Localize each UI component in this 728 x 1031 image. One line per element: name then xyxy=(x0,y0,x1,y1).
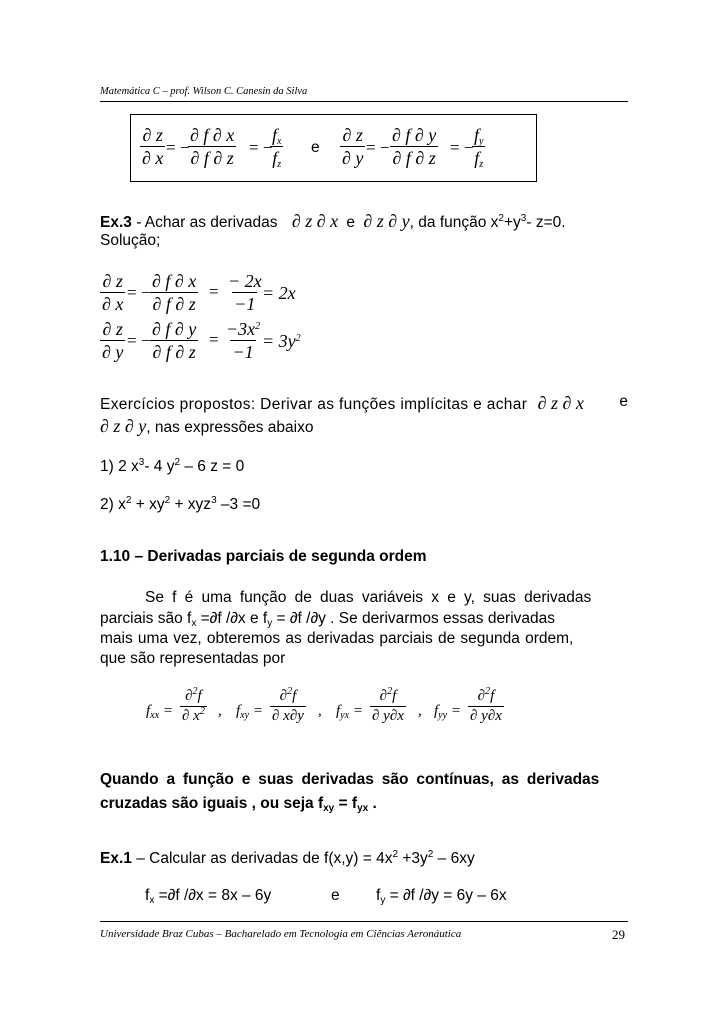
header-rule xyxy=(100,101,628,102)
page-footer: Universidade Braz Cubas – Bacharelado em Tecnologia em Ciências Aeronáutica xyxy=(100,928,462,940)
fxx-frac: $\frac{\partial^2f}{\partial x^2}$ xyxy=(182,686,205,724)
exercise-2: 2) $x^2 + xy^2 + xyz^3$ –3 =0 xyxy=(100,495,261,513)
fyy-label: $f_{yy}$ = xyxy=(434,703,461,721)
fxy-label: $f_{xy}$ = xyxy=(236,703,263,721)
box-eq1: = − xyxy=(166,138,190,157)
fxy-frac: $\frac{\partial^2f}{\partial x\partial y}$ xyxy=(272,686,304,724)
fyx-frac: $\frac{\partial^2f}{\partial y\partial x}$ xyxy=(372,686,404,724)
sol2-df-ratio: $\frac{\partial f \partial y}{\partial f \partial z}$ xyxy=(152,319,197,362)
sol1-values: $\frac{- 2x}{-1}$ xyxy=(228,271,262,314)
box-df-ratio-y: $\frac{\partial f \partial y}{\partial f \partial z}$ xyxy=(392,125,437,168)
box-dz-dx: $\frac{\partial z}{\partial x}$ xyxy=(142,125,164,168)
box-e: e xyxy=(311,139,320,156)
propostos-line2: ∂ z ∂ y, nas expressões abaixo xyxy=(100,416,314,436)
box-eq2: = − xyxy=(249,138,273,157)
ex1-e: e xyxy=(331,887,340,904)
sol1-result: = 2x xyxy=(262,283,296,303)
footer-rule xyxy=(100,921,628,922)
sol1-eq: = − xyxy=(127,283,151,302)
section-p2: parciais são $f_x =\partial f$ /∂x e $f_y = \partial f$ /∂y . Se derivarmos essas derivadas xyxy=(100,610,556,629)
solucao-label: Solução; xyxy=(100,232,161,249)
box-fy-fz: $\frac{f_y}{f_z}$ xyxy=(474,125,484,170)
sol1-eq2: = xyxy=(209,282,219,301)
sol2-values: $\frac{-3x^2}{-1}$ xyxy=(226,319,261,362)
ex1-statement: Ex.1 – Calcular as derivadas de $f(x,y) = 4x^2 +3y^2 - 6xy$ xyxy=(100,849,475,867)
propostos-line1: Exercícios propostos: Derivar as funções implícitas e achar ∂ z ∂ x e xyxy=(100,393,628,413)
comma-2: , xyxy=(318,703,322,719)
fyx-label: $f_{yx}$ = xyxy=(336,703,363,721)
exercise-1: 1) 2 $x^3-$ 4 $y^2 - 6$ z = 0 xyxy=(100,457,245,475)
theorem-line1: Quando a função e suas derivadas são contínuas, as derivadas xyxy=(100,771,600,788)
box-fx-fz: $\frac{f_x}{f_z}$ xyxy=(272,125,282,170)
box-eq4: = − xyxy=(450,138,474,157)
theorem-line2: cruzadas são iguais , ou seja $f_{xy} = f_{yx}$ . xyxy=(100,795,377,814)
sol2-result: = $3y^2$ xyxy=(262,331,301,351)
section-p4: que são representadas por xyxy=(100,650,286,667)
box-eq3: = − xyxy=(366,138,390,157)
fxx-label: $f_{xx}$ = xyxy=(146,703,173,721)
comma-1: , xyxy=(218,703,222,719)
sol2-eq: = − xyxy=(127,331,151,350)
section-p1: Se f é uma função de duas variáveis x e y, suas derivadas xyxy=(145,589,592,606)
section-title: 1.10 – Derivadas parciais de segunda ordem xyxy=(100,548,427,565)
ex1-fx: $f_x =\partial f$ /∂x = 8x – 6y xyxy=(145,887,272,906)
comma-3: , xyxy=(418,703,422,719)
ex3-statement: Ex.3 - Achar as derivadas ∂ z ∂ x e ∂ z ∂ y, da função $x^2+y^3-$ z=0. xyxy=(100,211,566,231)
box-df-ratio-x: $\frac{\partial f \partial x}{\partial f \partial z}$ xyxy=(190,125,235,168)
page-header: Matemática C – prof. Wilson C. Canesin da Silva xyxy=(100,86,308,97)
fyy-frac: $\frac{\partial^2f}{\partial y\partial x}$ xyxy=(470,686,502,724)
section-p3: mais uma vez, obteremos as derivadas parciais de segunda ordem, xyxy=(100,630,574,647)
sol1-dz-dx: $\frac{\partial z}{\partial x}$ xyxy=(102,271,124,314)
sol2-eq2: = xyxy=(209,330,219,349)
box-dz-dy: $\frac{\partial z}{\partial y}$ xyxy=(342,125,364,168)
sol1-df-ratio: $\frac{\partial f \partial x}{\partial f \partial z}$ xyxy=(152,271,197,314)
sol2-dz-dy: $\frac{\partial z}{\partial y}$ xyxy=(102,319,124,362)
ex1-fy: $f_y = \partial f$ /∂y = 6y – 6x xyxy=(376,887,507,906)
page-number: 29 xyxy=(612,927,625,942)
